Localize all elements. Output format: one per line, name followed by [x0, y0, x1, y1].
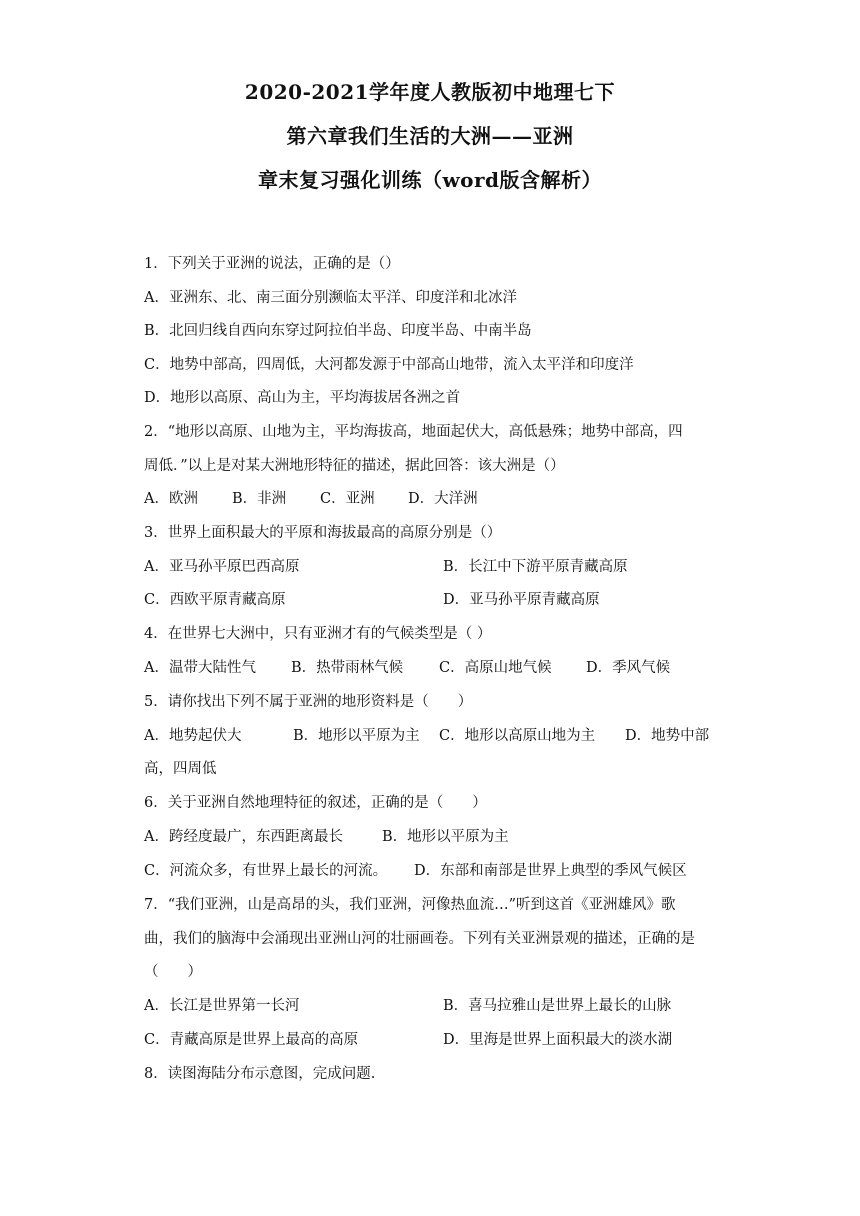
question-4-option-a: A．温带大陆性气 [144, 660, 256, 676]
question-6-option-b: B．地形以平原为主 [382, 829, 509, 845]
question-7-option-d: D．里海是世界上面积最大的淡水湖 [443, 1032, 673, 1048]
question-5-option-c: C．地形以高原山地为主 [439, 728, 596, 744]
question-3-option-a: A．亚马孙平原巴西高原 [144, 559, 300, 575]
question-4-stem: 4．在世界七大洲中，只有亚洲才有的气候类型是（ ） [144, 626, 492, 642]
question-5-option-a: A．地势起伏大 [144, 728, 242, 744]
question-2-option-c: C．亚洲 [320, 491, 375, 507]
question-7-option-c: C．青藏高原是世界上最高的高原 [144, 1032, 359, 1048]
question-2-stem-line-1: 2．“地形以高原、山地为主，平均海拔高，地面起伏大，高低悬殊；地势中部高，四 [144, 424, 683, 440]
question-3-option-c: C．西欧平原青藏高原 [144, 592, 286, 608]
question-2-options [144, 489, 478, 509]
question-1-stem: 1．下列关于亚洲的说法，正确的是（） [144, 256, 400, 272]
question-6-option-a: A．跨经度最广，东西距离最长 [144, 829, 343, 845]
question-3-option-d: D．亚马孙平原青藏高原 [443, 592, 600, 608]
document-title-line-1: 2020-2021学年度人教版初中地理七下 [244, 80, 616, 104]
question-7-stem-line-3: （ ） [144, 964, 202, 980]
question-2-option-d: D．大洋洲 [408, 491, 478, 507]
question-4-option-d: D．季风气候 [586, 660, 671, 676]
question-6-option-d: D．东部和南部是世界上典型的季风气候区 [414, 863, 687, 879]
question-1-option-d: D．地形以高原、高山为主，平均海拔居各洲之首 [144, 390, 461, 406]
question-6-options-row-2 [144, 861, 687, 881]
question-3-option-b: B．长江中下游平原青藏高原 [443, 559, 628, 575]
question-5-option-d: D．地势中部 [625, 728, 710, 744]
question-1-option-b: B．北回归线自西向东穿过阿拉伯半岛、印度半岛、中南半岛 [144, 323, 532, 339]
question-5-option-d-continuation: 高，四周低 [144, 761, 217, 777]
question-4-option-c: C．高原山地气候 [439, 660, 552, 676]
question-7-stem-line-2: 曲，我们的脑海中会涌现出亚洲山河的壮丽画卷。下列有关亚洲景观的描述，正确的是 [144, 931, 695, 947]
question-8-stem: 8．读图海陆分布示意图，完成问题. [144, 1066, 376, 1082]
question-2-option-a: A．欧洲 [144, 491, 198, 507]
question-6-option-c: C．河流众多，有世界上最长的河流。 [144, 863, 388, 879]
question-6-options-row-1 [144, 827, 509, 847]
question-5-options [144, 726, 709, 746]
question-7-option-a: A．长江是世界第一长河 [144, 998, 300, 1014]
question-5-option-b: B．地形以平原为主 [293, 728, 420, 744]
document-title-line-2: 第六章我们生活的大洲——亚洲 [286, 124, 574, 148]
question-5-stem: 5．请你找出下列不属于亚洲的地形资料是（ ） [144, 694, 473, 710]
question-1-option-c: C．地势中部高，四周低，大河都发源于中部高山地带，流入太平洋和印度洋 [144, 357, 634, 373]
question-7-stem-line-1: 7．“我们亚洲，山是高昂的头，我们亚洲，河像热血流…”听到这首《亚洲雄风》歌 [144, 897, 676, 913]
question-2-option-b: B．非洲 [232, 491, 287, 507]
question-3-stem: 3．世界上面积最大的平原和海拔最高的高原分别是（） [144, 525, 502, 541]
document-title-line-3: 章末复习强化训练（word版含解析） [257, 168, 603, 192]
question-4-options [144, 658, 670, 678]
question-7-option-b: B．喜马拉雅山是世界上最长的山脉 [443, 998, 672, 1014]
question-6-stem: 6．关于亚洲自然地理特征的叙述，正确的是（ ） [144, 795, 487, 811]
question-1-option-a: A．亚洲东、北、南三面分别濒临太平洋、印度洋和北冰洋 [144, 290, 517, 306]
question-4-option-b: B．热带雨林气候 [291, 660, 404, 676]
question-2-stem-line-2: 周低．”以上是对某大洲地形特征的描述，据此回答：该大洲是（） [144, 458, 565, 474]
